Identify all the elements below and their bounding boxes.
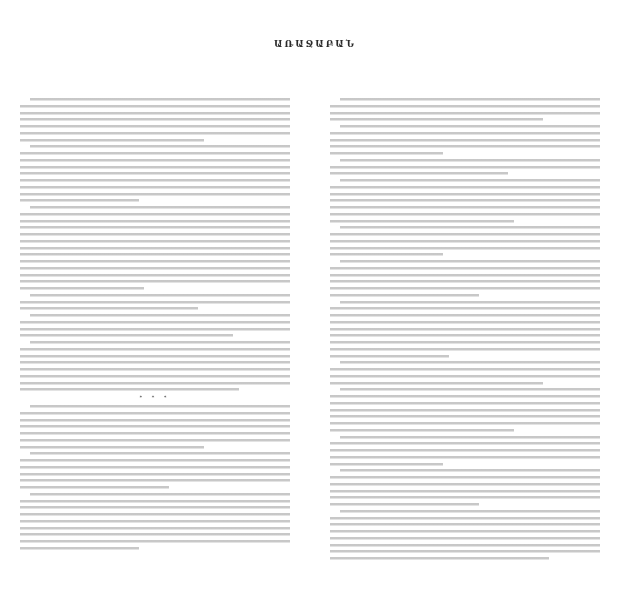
- right-column: [330, 96, 600, 562]
- illegible-text-block: [20, 491, 290, 552]
- illegible-text-block: [330, 96, 600, 123]
- illegible-text-block: [330, 258, 600, 299]
- left-column: [20, 96, 290, 552]
- illegible-text-block: [20, 96, 290, 143]
- page-title: ԱՌԱՋԱԲԱՆ: [274, 40, 356, 50]
- illegible-text-block: [20, 450, 290, 491]
- illegible-text-block: [20, 339, 290, 393]
- illegible-text-block: [330, 386, 600, 433]
- illegible-text-block: [20, 403, 290, 450]
- illegible-text-block: [330, 467, 600, 508]
- illegible-text-block: [330, 157, 600, 177]
- section-divider: * * *: [139, 395, 171, 401]
- illegible-text-block: [330, 299, 600, 360]
- illegible-text-block: [330, 177, 600, 224]
- illegible-text-block: [330, 359, 600, 386]
- illegible-text-block: [330, 123, 600, 157]
- illegible-text-block: [20, 143, 290, 204]
- illegible-text-block: [20, 204, 290, 292]
- illegible-text-block: [20, 292, 290, 312]
- illegible-text-block: [20, 312, 290, 339]
- illegible-text-block: [330, 508, 600, 562]
- illegible-text-block: [330, 224, 600, 258]
- illegible-text-block: [330, 434, 600, 468]
